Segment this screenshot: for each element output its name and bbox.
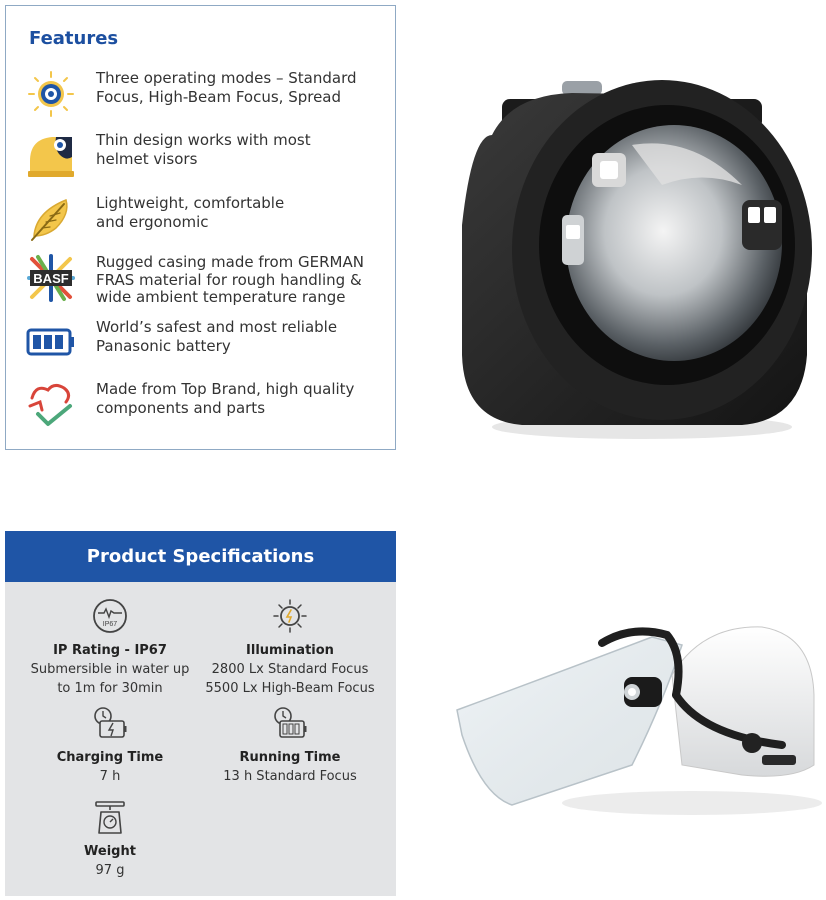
specifications-title: Product Specifications <box>86 546 315 567</box>
feature-text: Lightweight, comfortable and ergonomic <box>96 194 285 231</box>
headlamp-product-image <box>452 75 824 445</box>
illumination-icon <box>272 598 308 634</box>
sun-lens-icon <box>26 69 76 119</box>
helmet-miner-icon <box>26 131 76 181</box>
svg-text:IP67: IP67 <box>102 621 118 628</box>
features-title: Features <box>29 28 119 49</box>
specifications-header <box>5 531 396 582</box>
feature-item-rugged-casing <box>26 253 386 305</box>
features-panel <box>5 5 396 450</box>
ip67-icon <box>92 598 128 634</box>
spec-charging-time: Charging Time 7 h <box>15 705 205 786</box>
helmet-with-visor-image <box>452 615 826 820</box>
feature-text: Made from Top Brand, high quality components and parts <box>96 380 355 417</box>
feature-text: Thin design works with most helmet visors <box>96 131 311 168</box>
specifications-panel <box>5 531 396 896</box>
feature-item-lightweight <box>26 194 386 246</box>
basf-logo-icon <box>26 253 76 303</box>
feature-item-modes <box>26 69 386 121</box>
feature-item-battery <box>26 318 386 370</box>
svg-text:BASF: BASF <box>33 271 69 286</box>
spec-weight: Weight 97 g <box>15 799 205 880</box>
running-time-icon <box>272 705 308 741</box>
feature-text: Three operating modes – Standard Focus, High-Beam Focus, Spread <box>96 69 357 106</box>
weight-scale-icon <box>92 799 128 835</box>
feather-icon <box>26 194 76 244</box>
charging-time-icon <box>92 705 128 741</box>
feature-text: Rugged casing made from GERMAN FRAS material for rough handling & wide ambient temperature range <box>96 253 364 306</box>
battery-icon <box>26 318 76 368</box>
spec-illumination: Illumination 2800 Lx Standard Focus 5500 Lx High-Beam Focus <box>195 598 385 698</box>
feature-text: World’s safest and most reliable Panasonic battery <box>96 318 338 355</box>
quality-check-icon <box>26 380 76 430</box>
feature-item-quality <box>26 380 386 432</box>
feature-item-thin-design <box>26 131 386 183</box>
spec-running-time: Running Time 13 h Standard Focus <box>195 705 385 786</box>
spec-ip-rating: IP67 IP Rating - IP67 Submersible in water up to 1m for 30min <box>15 598 205 698</box>
